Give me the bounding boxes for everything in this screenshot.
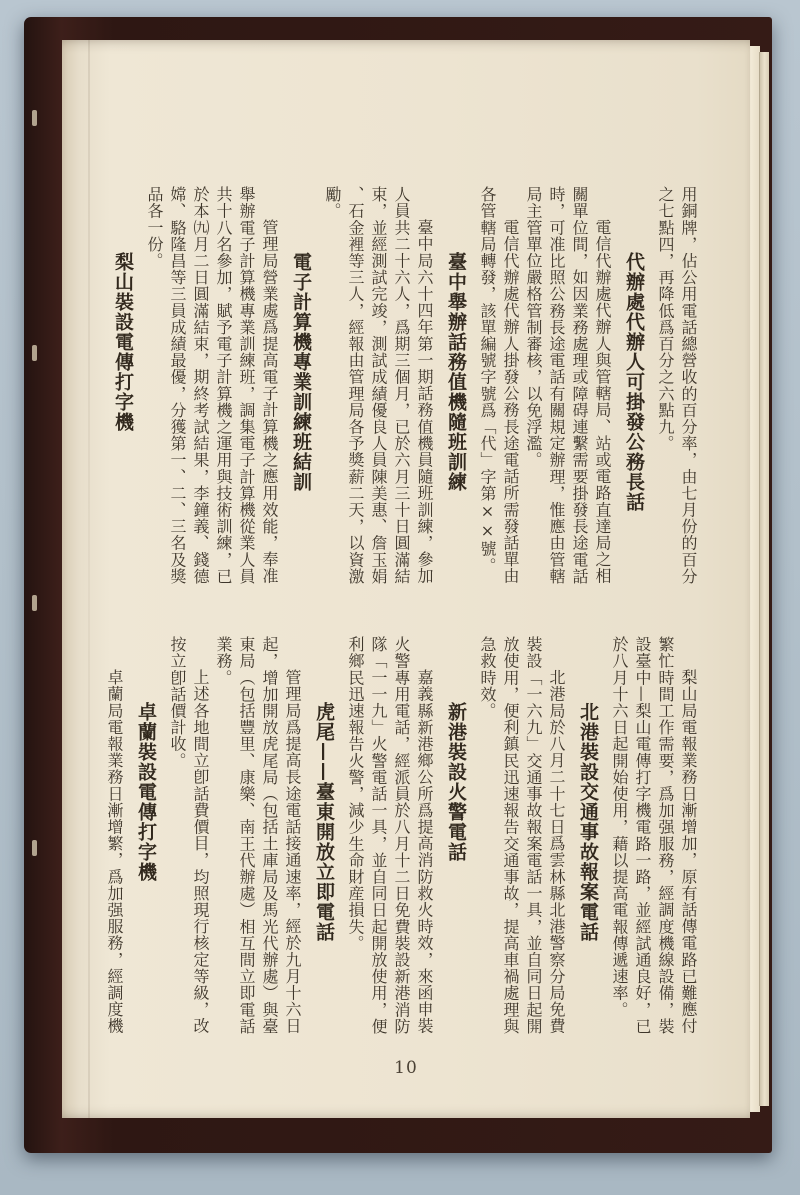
binding-stitch <box>32 840 37 856</box>
text-column: 品各一份。 <box>145 186 164 269</box>
text-column: 時，可准比照公務長途電話有關規定辦理，惟應由管轄 <box>547 186 566 585</box>
text-column: 電信代辦處代辦人與管轄局、站或電路直達局之相 <box>593 219 612 585</box>
section-title: 代辦處代辦人可掛發公務長話 <box>623 252 645 512</box>
text-band-bottom <box>103 636 700 1072</box>
text-column: 於本㈨月二日圓滿結束，期終考試結果，李鐘義、錢德 <box>191 186 210 585</box>
text-column: 局主管單位嚴格管制審核，以免浮濫。 <box>524 186 543 469</box>
text-column: 火警專用電話，經派員於八月十二日免費裝設新港消防 <box>392 636 411 1035</box>
text-column: 嫦、駱隆昌等三員成績最優，分獲第一、二、三名及獎 <box>168 186 187 585</box>
text-column: 起，增加開放虎尾局（包括土庫局及馬光代辦處）與臺 <box>260 636 279 1035</box>
text-column: 隊「一一九」火警電話一具，並自同日起開放使用，便 <box>369 636 388 1035</box>
text-column: 嘉義縣新港鄉公所爲提高消防救火時效，來函申裝 <box>415 669 434 1035</box>
text-column: 梨山局電報業務日漸增加，原有話傳電路已難應付 <box>679 669 698 1035</box>
binding-stitch <box>32 110 37 126</box>
text-column: 關單位間，如因業務處理或障碍連繫需要掛發長途電話 <box>570 186 589 585</box>
page-edge-strip <box>759 52 769 1106</box>
text-column: 利鄉民迅速報告火警，減少生命財産損失。 <box>346 636 365 952</box>
section-title: 電子計算機專業訓練班結訓 <box>290 252 312 492</box>
text-column: 業務。 <box>214 636 233 686</box>
text-column: 共十八名參加，賦予電子計算機之運用與技術訓練，已 <box>214 186 233 585</box>
binding-stitch <box>32 345 37 361</box>
text-column: 舉辦電子計算機專業訓練班，調集電子計算機從業人員 <box>237 186 256 585</box>
text-column: 裝設「一六九」交通事故報案電話一具，並自同日起開 <box>524 636 543 1035</box>
text-column: 人員共二十六人，爲期三個月，已於六月三十日圓滿結 <box>392 186 411 585</box>
binding-crease <box>88 40 90 1118</box>
page-number: 10 <box>394 1058 418 1078</box>
text-column: 放使用，便利鎮民迅速報告交通事故，提高車禍處理與 <box>501 636 520 1035</box>
text-column: 束，並經測試完竣，測試成績優良人員陳美惠、詹玉娟 <box>369 186 388 585</box>
text-band-top <box>103 186 700 622</box>
text-column: 、石金裡等三人，經報由管理局各予獎薪二天，以資激 <box>346 186 365 585</box>
text-column: 於八月十六日起開始使用，藉以提高電報傳遞速率。 <box>610 636 629 1018</box>
text-column: 電信代辦處代辦人掛發公務長途電話所需發話單由 <box>501 219 520 585</box>
text-column: 東局（包括豐里、康樂、南王代辦處）相互間立即電話 <box>237 636 256 1035</box>
section-title: 北港裝設交通事故報案電話 <box>577 702 599 942</box>
text-column: 之七點四，再降低爲百分之六點九。 <box>656 186 675 452</box>
text-column: 管理局營業處爲提高電子計算機之應用效能，奉准 <box>260 219 279 585</box>
section-title: 虎尾——臺東開放立即電話 <box>313 702 335 942</box>
text-column: 上述各地間立卽話費價目，均照現行核定等級，改 <box>191 669 210 1035</box>
text-column: 北港局於八月二十七日爲雲林縣北港警察分局免費 <box>547 669 566 1035</box>
text-column: 急救時效。 <box>478 636 497 719</box>
text-column: 各管轄局轉發，該單編號字號爲「代」字第××號。 <box>478 186 497 574</box>
section-title: 新港裝設火警電話 <box>445 702 467 862</box>
section-title: 臺中舉辦話務值機隨班訓練 <box>445 252 467 492</box>
book-page <box>62 40 750 1118</box>
text-column: 勵。 <box>323 186 342 220</box>
section-title: 卓蘭裝設電傳打字機 <box>135 702 157 882</box>
text-column: 卓蘭局電報業務日漸增繁，爲加强服務，經調度機 <box>105 669 124 1035</box>
binding-stitch <box>32 595 37 611</box>
text-column: 繁忙時間工作需要，爲加强服務，經調度機線設備，裝 <box>656 636 675 1035</box>
text-column: 按立卽話價計收。 <box>168 636 187 769</box>
text-column: 設臺中—梨山電傳打字機電路一路，並經試通良好，已 <box>633 636 652 1035</box>
section-title: 梨山裝設電傳打字機 <box>112 252 134 432</box>
text-column: 管理局爲提高長途電話接通速率，經於九月十六日 <box>283 669 302 1035</box>
text-column: 臺中局六十四年第一期話務值機員隨班訓練，參加 <box>415 219 434 585</box>
text-column: 用銅牌，佔公用電話總營收的百分率，由七月份的百分 <box>679 186 698 585</box>
